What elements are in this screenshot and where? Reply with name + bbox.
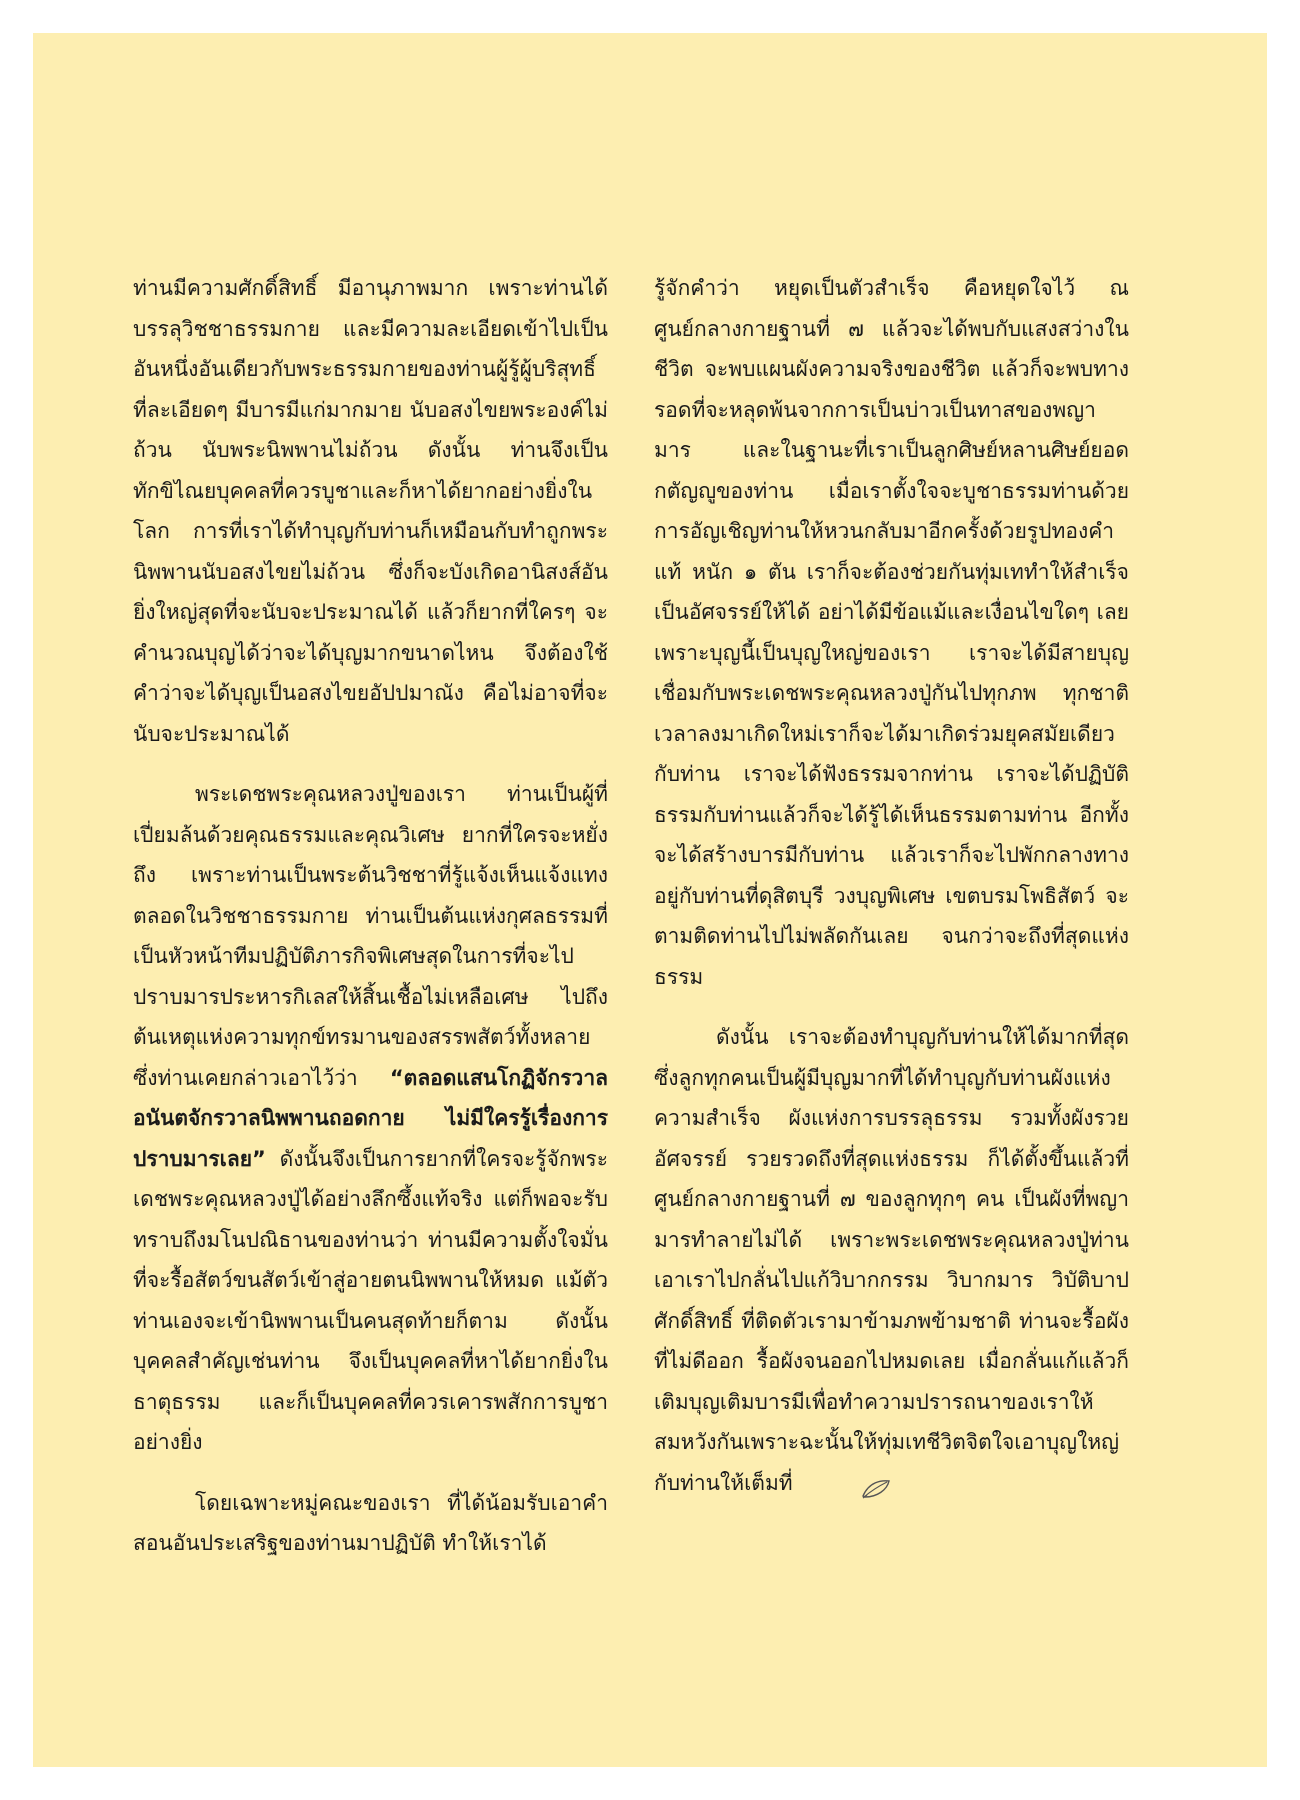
bold-quote: “ตลอดแสนโกฏิจักรวาลอนันตจักรวาลนิพพานถอดกาย ไม่มีใครรู้เรื่องการปราบมารเลย” [133, 1065, 608, 1171]
paragraph [133, 774, 608, 1463]
paragraph: ท่านมีความศักดิ์สิทธิ์ มีอานุภาพมาก เพราะท่านได้บรรลุวิชชาธรรมกาย และมีความละเอียดเข้าไปเป็นอันหนึ่งอันเดียวกับพระธรรมกายของท่านผู้รู้ผู้บริสุทธิ์ ที่ละเอียดๆ มีบารมีแก่มากมาย นับอสงไขยพระองค์ไม่ถ้วน นับพระนิพพานไม่ถ้วน ดังนั้น ท่านจึงเป็นทักขิไณยบุคคลที่ควรบูชาและก็หาได้ยากอย่างยิ่งในโลก การที่เราได้ทำบุญกับท่านก็เหมือนกับทำถูกพระนิพพานนับอสงไขยไม่ถ้วน ซึ่งก็จะบังเกิดอานิสงส์อันยิ่งใหญ่สุดที่จะนับจะประมาณได้ แล้วก็ยากที่ใครๆ จะคำนวณบุญได้ว่าจะได้บุญมากขนาดไหน จึงต้องใช้คำว่าจะได้บุญเป็นอสงไขยอัปปมาณัง คือไม่อาจที่จะนับจะประมาณได้ [133, 276, 608, 746]
paragraph: โดยเฉพาะหมู่คณะของเรา ที่ได้น้อมรับเอาคำสอนอันประเสริฐของท่านมาปฏิบัติ ทำให้เราได้ [133, 1490, 608, 1555]
right-column [654, 268, 1129, 1523]
paragraph-text: ดังนั้น เราจะต้องทำบุญกับท่านให้ได้มากที่สุด ซึ่งลูกทุกคนเป็นผู้มีบุญมากที่ได้ทำบุญกับท่านผังแห่งความสำเร็จ ผังแห่งการบรรลุธรรม รวมทั้งผังรวยอัศจรรย์ รวยรวดถึงที่สุดแห่งธรรม ก็ได้ตั้งขึ้นแล้วที่ศูนย์กลางกายฐานที่ ๗ ของลูกทุกๆ คน เป็นผังที่พญามารทำลายไม่ได้ เพราะพระเดชพระคุณหลวงปู่ท่านเอาเราไปกลั่นไปแก้วิบากกรรม วิบากมาร วิบัติบาปศักดิ์สิทธิ์ ที่ติดตัวเรามาข้ามภพข้ามชาติ ท่านจะรื้อผังที่ไม่ดีออก รื้อผังจนออกไปหมดเลย เมื่อกลั่นแก้แล้วก็เติมบุญเติมบารมีเพื่อทำความปรารถนาของเราให้สมหวังกันเพราะฉะนั้นให้ทุ่มเทชีวิตจิตใจเอาบุญใหญ่กับท่านให้เต็มที่ [654, 1025, 1129, 1495]
paragraph-text: พระเดชพระคุณหลวงปู่ของเรา ท่านเป็นผู้ที่เปี่ยมล้นด้วยคุณธรรมและคุณวิเศษ ยากที่ใครจะหยั่งถึง เพราะท่านเป็นพระต้นวิชชาที่รู้แจ้งเห็นแจ้งแทงตลอดในวิชชาธรรมกาย ท่านเป็นต้นแห่งกุศลธรรมที่เป็นหัวหน้าทีมปฏิบัติภารกิจพิเศษสุดในการที่จะไปปราบมารประหารกิเลสให้สิ้นเชื้อไม่เหลือเศษ ไปถึงต้นเหตุแห่งความทุกข์ทรมานของสรรพสัตว์ทั้งหลาย ซึ่งท่านเคยกล่าวเอาไว้ว่า [133, 782, 608, 1090]
paragraph: รู้จักคำว่า หยุดเป็นตัวสำเร็จ คือหยุดใจไว้ ณ ศูนย์กลางกายฐานที่ ๗ แล้วจะได้พบกับแสงสว่างในชีวิต จะพบแผนผังความจริงของชีวิต แล้วก็จะพบทางรอดที่จะหลุดพ้นจากการเป็นบ่าวเป็นทาสของพญามาร และในฐานะที่เราเป็นลูกศิษย์หลานศิษย์ยอดกตัญญูของท่าน เมื่อเราตั้งใจจะบูชาธรรมท่านด้วยการอัญเชิญท่านให้หวนกลับมาอีกครั้งด้วยรูปทองคำแท้ หนัก ๑ ตัน เราก็จะต้องช่วยกันทุ่มเททำให้สำเร็จเป็นอัศจรรย์ให้ได้ อย่าได้มีข้อแม้และเงื่อนไขใดๆ เลย เพราะบุญนี้เป็นบุญใหญ่ของเรา เราจะได้มีสายบุญเชื่อมกับพระเดชพระคุณหลวงปู่กันไปทุกภพ ทุกชาติ เวลาลงมาเกิดใหม่เราก็จะได้มาเกิดร่วมยุคสมัยเดียวกับท่าน เราจะได้ฟังธรรมจากท่าน เราจะได้ปฏิบัติธรรมกับท่านแล้วก็จะได้รู้ได้เห็นธรรมตามท่าน อีกทั้งจะได้สร้างบารมีกับท่าน แล้วเราก็จะไปพักกลางทางอยู่กับท่านที่ดุสิตบุรี วงบุญพิเศษ เขตบรมโพธิสัตว์ จะตามติดท่านไปไม่พลัดกันเลย จนกว่าจะถึงที่สุดแห่งธรรม [654, 276, 1129, 989]
leaf-icon [799, 1473, 829, 1495]
paragraph-text: ดังนั้นจึงเป็นการยากที่ใครจะรู้จักพระเดชพระคุณหลวงปู่ได้อย่างลึกซึ้งแท้จริง แต่ก็พอจะรับทราบถึงมโนปณิธานของท่านว่า ท่านมีความตั้งใจมั่นที่จะรื้อสัตว์ขนสัตว์เข้าสู่อายตนนิพพานให้หมด แม้ตัวท่านเองจะเข้านิพพานเป็นคนสุดท้ายก็ตาม ดังนั้นบุคคลสำคัญเช่นท่าน จึงเป็นบุคคลที่หาได้ยากยิ่งในธาตุธรรม และก็เป็นบุคคลที่ควรเคารพสักการบูชาอย่างยิ่ง [133, 1146, 608, 1454]
left-column [133, 268, 608, 1584]
paragraph [654, 1017, 1129, 1503]
